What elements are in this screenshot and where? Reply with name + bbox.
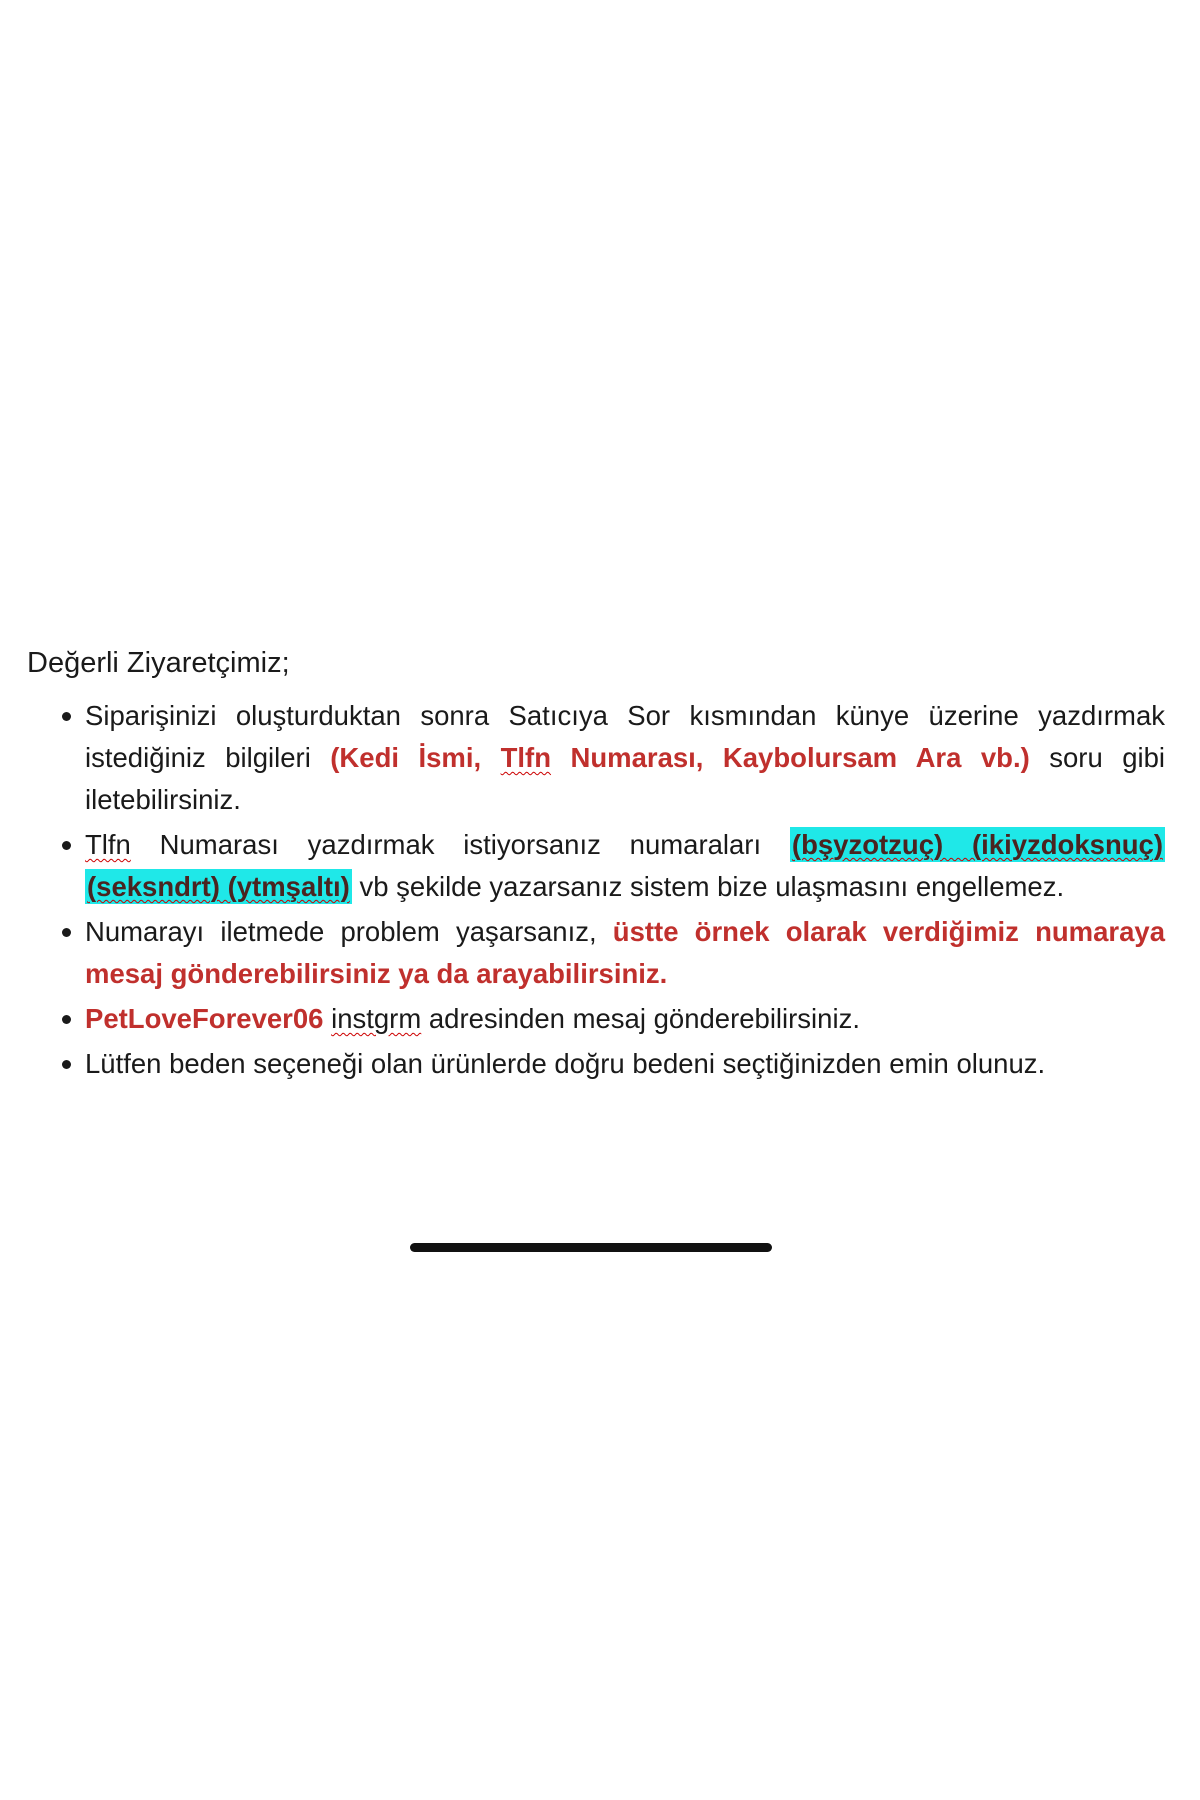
text-run: Lütfen beden seçeneği olan ürünlerde doğru bedeni seçtiğinizden emin olunuz. [85,1048,1046,1079]
bullet-icon [62,1015,71,1024]
text-run: (Kedi İsmi, [330,742,501,773]
bullet-icon [62,712,71,721]
bullet-icon [62,928,71,937]
text-run: Tlfn [500,742,552,773]
text-run: (bşyzotzuç) (ikiyzdoksnuç) (seksndrt) (ytmşaltı) [87,829,1163,902]
list-item [62,695,1165,821]
list-item [62,824,1165,908]
text-run: Numarayı iletmede problem yaşarsanız, [85,916,613,947]
text-run: Siparişinizi oluşturduktan sonra Satıcıya Sor kısmından künye üzerine yazdırmak istediğiniz bilgileri [85,700,1165,773]
text-run: üstte örnek olarak verdiğimiz numaraya mesaj gönderebilirsiniz ya da arayabilirsiniz. [85,916,1165,989]
text-run: Numarası yazdırmak istiyorsanız numaraları [130,829,790,860]
bullet-icon [62,1060,71,1069]
text-run: PetLoveForever06 [85,1003,324,1034]
text-run: Tlfn [85,829,131,860]
text-run: soru gibi iletebilirsiniz. [85,742,1166,815]
text-run [323,1003,331,1034]
text-run: Numarası, Kaybolursam Ara vb.) [551,742,1030,773]
list-item [62,1043,1165,1085]
text-run: vb şekilde yazarsanız sistem bize ulaşmasını engellemez. [351,871,1065,902]
list-item [62,998,1165,1040]
bullet-icon [62,841,71,850]
list-item [62,911,1165,995]
text-run: adresinden mesaj gönderebilirsiniz. [421,1003,860,1034]
text-run: instgrm [331,1003,422,1034]
page-title: Değerli Ziyaretçimiz; [27,647,290,679]
divider-line [410,1243,772,1252]
notice-list [62,695,1165,1085]
